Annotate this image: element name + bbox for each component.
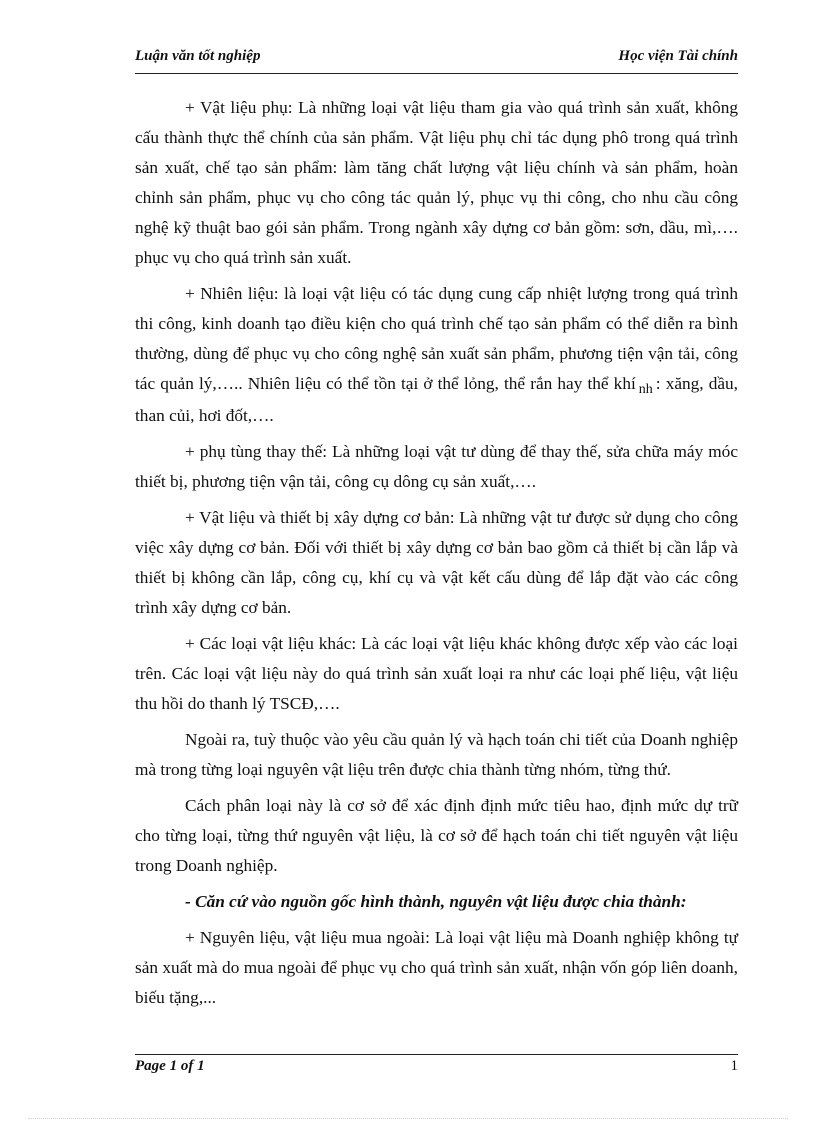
paragraph-purchased-materials: + Nguyên liệu, vật liệu mua ngoài: Là loại vật liệu mà Doanh nghiệp không tự sản xuất mà do mua ngoài để phục vụ cho quá trình sản xuất, nhận vốn góp liên doanh, biếu tặng,...	[135, 928, 738, 1007]
paragraph-auxiliary-materials: + Vật liệu phụ: Là những loại vật liệu tham gia vào quá trình sản xuất, không cấu thành thực thể chính của sản phẩm. Vật liệu phụ chỉ tác dụng phô trong quá trình sản xuất, chế tạo sản phẩm: làm tăng chất lượng vật liệu chính và sản phẩm, hoàn chỉnh sản phẩm, phục vụ cho công tác quản lý, phục vụ thi công, cho nhu cầu công nghệ kỹ thuật bao gói sản phẩm. Trong ngành xây dựng cơ bản gồm: sơn, dầu, mì,…. phục vụ cho quá trình sản xuất.	[135, 98, 738, 267]
paragraph-fuel	[135, 279, 738, 431]
fuel-subscript-fragment: nh	[638, 382, 653, 397]
page-bottom-edge	[28, 1118, 788, 1119]
page-header	[135, 48, 738, 70]
footer-divider	[135, 1054, 738, 1055]
paragraph-construction-materials: + Vật liệu và thiết bị xây dựng cơ bản: Là những vật tư được sử dụng cho công việc xây dựng cơ bản. Đối với thiết bị xây dựng cơ bản bao gồm cả thiết bị cần lắp và thiết bị không cần lắp, công cụ, khí cụ và vật kết cấu dùng để lắp đặt vào các công trình xây dựng cơ bản.	[135, 508, 738, 617]
paragraph-spare-parts: + phụ tùng thay thế: Là những loại vật tư dùng để thay thế, sửa chữa máy móc thiết bị, phương tiện vận tải, công cụ dông cụ sản xuất,….	[135, 442, 738, 491]
header-thesis-title: Luận văn tốt nghiệp	[135, 48, 261, 64]
paragraph-classification-basis: Cách phân loại này là cơ sở để xác định định mức tiêu hao, định mức dự trữ cho từng loại, từng thứ nguyên vật liệu, là cơ sở để hạch toán chi tiết nguyên vật liệu trong Doanh nghiệp.	[135, 796, 738, 875]
fuel-text-start: + Nhiên liệu: là loại vật liệu có tác dụng cung cấp nhiệt lượng trong quá trình thi công, kinh doanh tạo điều kiện cho quá trình chế tạo sản phẩm có thể diễn ra bình thường, dùng để phục vụ cho công nghệ sản xuất sản phẩm, phương tiện vận tải, công tác quản lý,….. Nhiên liệu có thể tồn tại ở thể lỏng, thể rắn hay thể khí	[135, 284, 738, 393]
page-footer	[135, 1058, 738, 1080]
header-divider	[135, 73, 738, 74]
fuel-text-end: : xăng, dầu, than củi, hơi đốt,….	[135, 374, 738, 425]
section-heading-origin: - Căn cứ vào nguồn gốc hình thành, nguyên vật liệu được chia thành:	[185, 892, 687, 911]
paragraph-other-materials: + Các loại vật liệu khác: Là các loại vật liệu khác không được xếp vào các loại trên. Các loại vật liệu này do quá trình sản xuất loại ra như các loại phế liệu, vật liệu thu hồi do thanh lý TSCĐ,….	[135, 634, 738, 713]
page-number: 1	[730, 1058, 738, 1074]
document-body	[135, 93, 738, 1019]
footer-page-count: Page 1 of 1	[135, 1058, 205, 1074]
header-institution: Học viện Tài chính	[618, 48, 738, 64]
paragraph-detailed-grouping: Ngoài ra, tuỳ thuộc vào yêu cầu quản lý và hạch toán chi tiết của Doanh nghiệp mà trong từng loại nguyên vật liệu trên được chia thành từng nhóm, từng thứ.	[135, 730, 738, 779]
